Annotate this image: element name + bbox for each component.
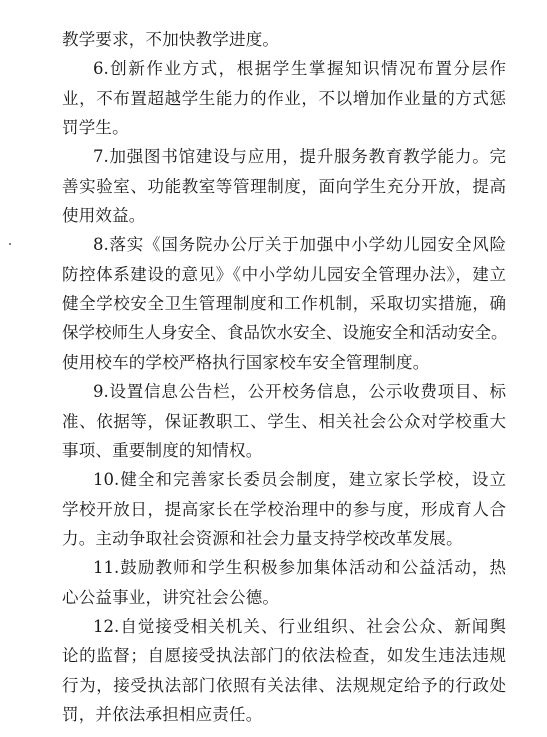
text-line: 事项、重要制度的知情权。 [62,440,263,460]
text-line: 健全学校安全卫生管理制度和工作机制，采取切实措施，确 [62,294,506,314]
text-line: 9.设置信息公告栏，公开校务信息，公示收费项目、标 [93,382,506,402]
text-line: 罚学生。 [62,118,129,138]
text-line: 心公益事业，讲究社会公德。 [62,587,280,607]
text-line: 10.健全和完善家长委员会制度，建立家长学校，设立 [93,470,506,490]
text-line: 7.加强图书馆建设与应用，提升服务教育教学能力。完 [93,147,506,167]
scan-speck [9,243,11,245]
text-line: 6.创新作业方式，根据学生掌握知识情况布置分层作 [93,59,506,79]
text-line: 12.自觉接受相关机关、行业组织、社会公众、新闻舆 [93,616,506,636]
text-line: 使用校车的学校严格执行国家校车安全管理制度。 [62,352,430,372]
text-line: 业，不布置超越学生能力的作业，不以增加作业量的方式惩 [62,88,506,108]
text-line: 使用效益。 [62,206,146,226]
text-line: 防控体系建设的意见》《中小学幼儿园安全管理办法》，建立 [62,264,506,284]
text-line: 保学校师生人身安全、食品饮水安全、设施安全和活动安全。 [62,323,508,343]
text-line: 11.鼓励教师和学生积极参加集体活动和公益活动，热 [93,558,506,578]
text-line: 学校开放日，提高家长在学校治理中的参与度，形成育人合 [62,499,506,519]
text-line: 力。主动争取社会资源和社会力量支持学校改革发展。 [62,528,463,548]
text-line: 论的监督；自愿接受执法部门的依法检查，如发生违法违规 [62,646,506,666]
text-line: 准、依据等，保证教职工、学生、相关社会公众对学校重大 [62,411,506,431]
text-line: 8.落实《国务院办公厅关于加强中小学幼儿园安全风险 [93,235,506,255]
text-line: 罚，并依法承担相应责任。 [62,705,263,724]
text-line: 善实验室、功能教室等管理制度，面向学生充分开放，提高 [62,176,506,196]
text-line: 教学要求，不加快教学进度。 [62,30,280,49]
text-line: 行为，接受执法部门依照有关法律、法规规定给予的行政处 [62,675,506,695]
